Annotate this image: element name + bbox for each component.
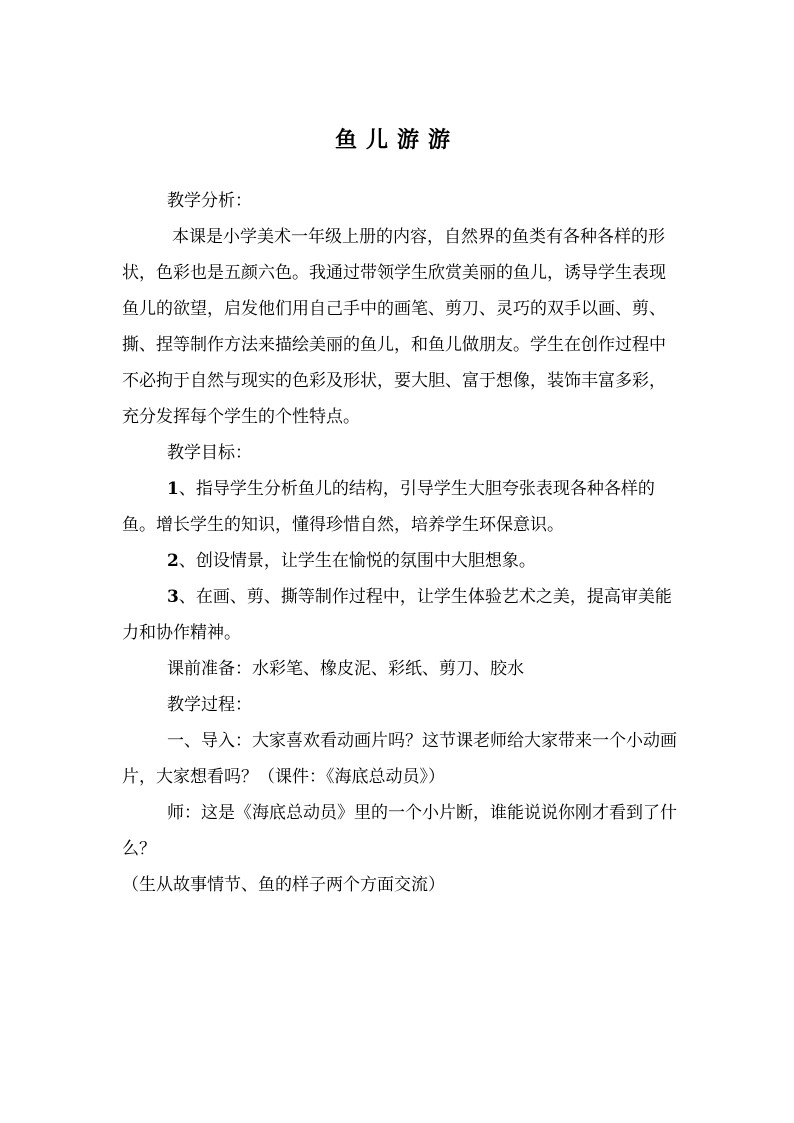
goal-item-3: [122, 579, 682, 651]
student-discussion-note: （生从故事情节、鱼的样子两个方面交流）: [122, 875, 445, 895]
teacher-paragraph: 师：这是《海底总动员》里的一个小片断，谁能说说你刚才看到了什么？: [122, 803, 677, 859]
document-body: [122, 183, 682, 903]
goal-text: 、在画、剪、撕等制作过程中，让学生体验艺术之美，提高审美能力和协作精神。: [122, 587, 672, 643]
goal-item-1: [122, 471, 682, 543]
goal-item-2: [122, 543, 682, 579]
document-title: 鱼儿游游: [334, 127, 459, 153]
intro-paragraph: 一、导入：大家喜欢看动画片吗？这节课老师给大家带来一个小动画片，大家想看吗？（课件：《海底总动员》）: [122, 731, 677, 787]
goal-number: 1: [167, 479, 179, 499]
goal-text: 、指导学生分析鱼儿的结构，引导学生大胆夸张表现各种各样的鱼。增长学生的知识，懂得珍惜自然，培养学生环保意识。: [122, 479, 655, 535]
goal-number: 3: [167, 587, 179, 607]
goals-heading: 教学目标：: [167, 443, 252, 463]
analysis-paragraph: 本课是小学美术一年级上册的内容，自然界的鱼类有各种各样的形状，色彩也是五颜六色。我通过带领学生欣赏美丽的鱼儿，诱导学生表现鱼儿的欲望，启发他们用自己手中的画笔、剪刀、灵巧的双手以画、剪、撕、捏等制作方法来描绘美丽的鱼儿，和鱼儿做朋友。学生在创作过程中不必拘于自然与现实的色彩及形状，要大胆、富于想像，装饰丰富多彩，充分发挥每个学生的个性特点。: [122, 227, 666, 427]
preparation-text: 课前准备：水彩笔、橡皮泥、彩纸、剪刀、胶水: [167, 659, 524, 679]
goal-text: 、创设情景，让学生在愉悦的氛围中大胆想象。: [178, 551, 536, 571]
analysis-heading: 教学分析：: [167, 191, 252, 211]
process-heading: 教学过程：: [167, 695, 252, 715]
goal-number: 2: [167, 551, 179, 571]
